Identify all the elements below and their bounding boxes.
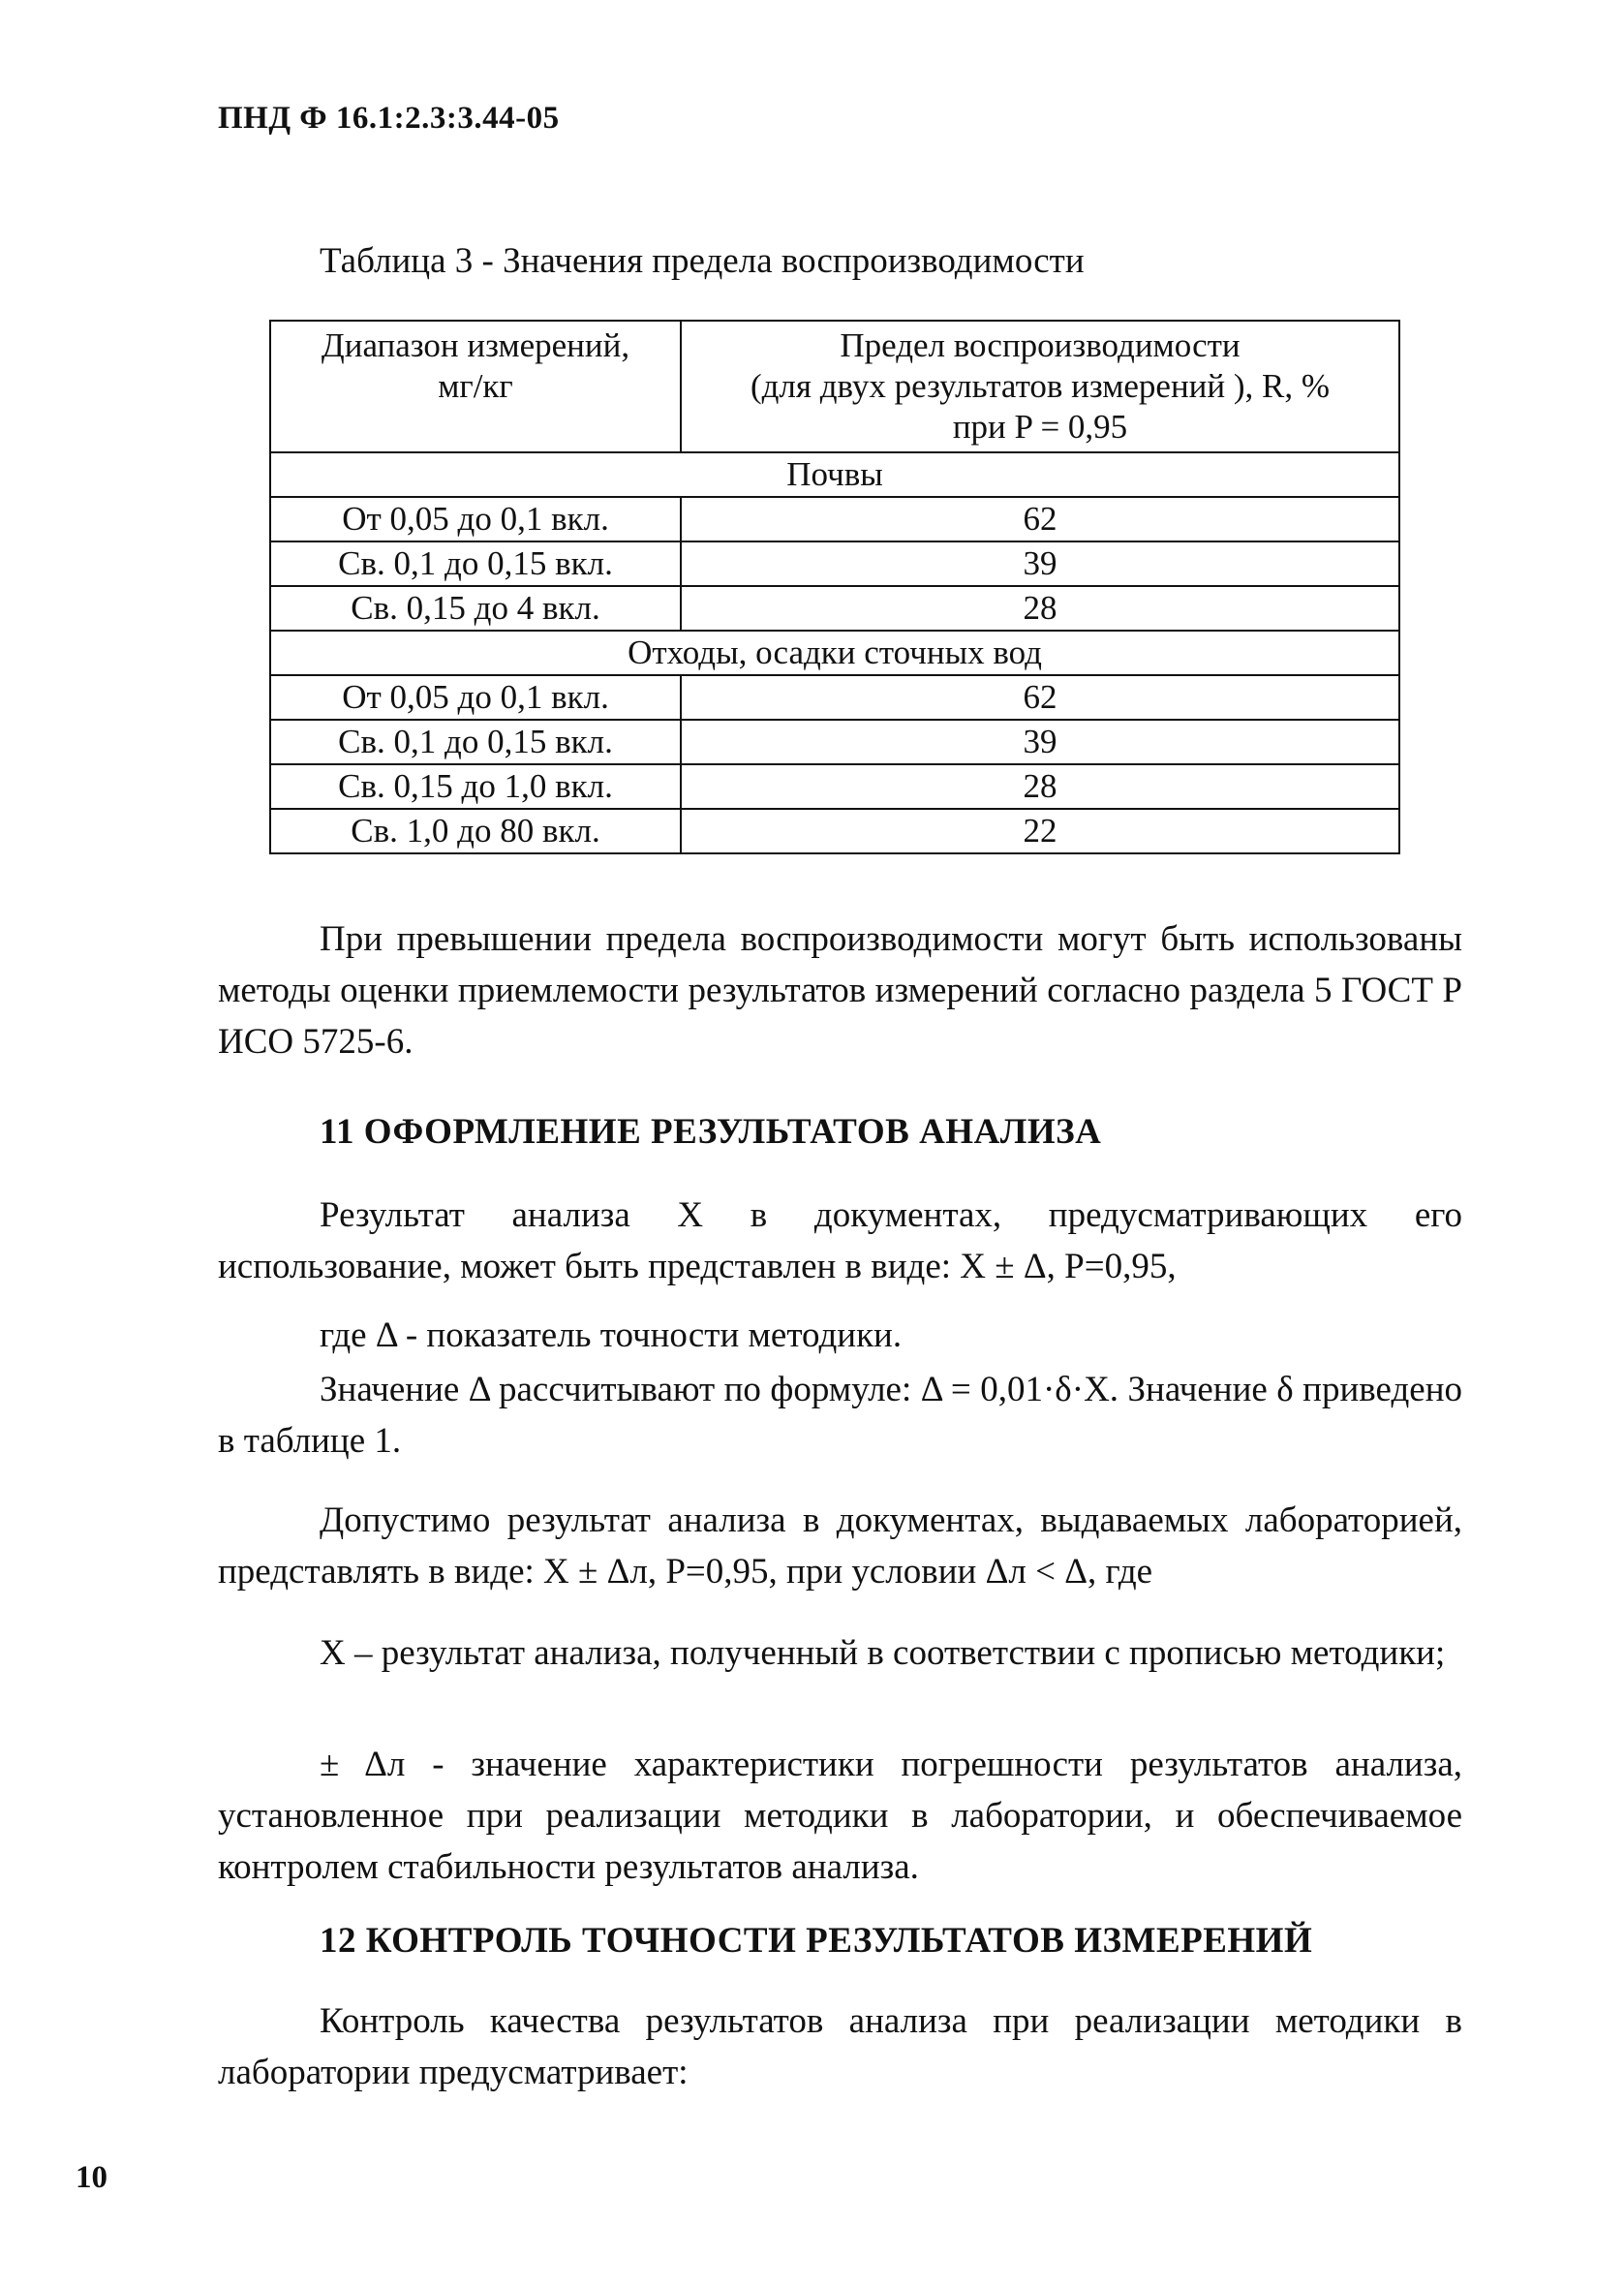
value-cell: 62	[681, 675, 1399, 720]
group-title-waste: Отходы, осадки сточных вод	[270, 631, 1399, 675]
range-cell: Св. 0,1 до 0,15 вкл.	[270, 720, 681, 764]
section-11-paragraph-4	[218, 1495, 1462, 1597]
document-code: ПНД Ф 16.1:2.3:3.44-05	[218, 101, 560, 136]
table-row	[270, 497, 1399, 541]
col-limit-header-line1: Предел воспроизводимости	[840, 326, 1241, 364]
reproducibility-paragraph	[218, 913, 1462, 1067]
range-cell: Св. 0,15 до 1,0 вкл.	[270, 764, 681, 809]
value-cell: 22	[681, 809, 1399, 853]
table-row	[270, 720, 1399, 764]
group-row	[270, 452, 1399, 497]
col-limit-header-line3: при P = 0,95	[952, 408, 1128, 446]
section-11-text-4: Допустимо результат анализа в документах, выдаваемых лабораторией, представлять в виде: X ± Δл, P=0,95, при условии Δл < Δ, где	[218, 1500, 1462, 1592]
section-11-paragraph-5	[218, 1627, 1462, 1679]
value-cell: 62	[681, 497, 1399, 541]
table-row	[270, 541, 1399, 586]
col-limit-header-line2: (для двух результатов измерений ), R, %	[750, 367, 1331, 405]
value-cell: 39	[681, 720, 1399, 764]
value-cell: 39	[681, 541, 1399, 586]
table-row	[270, 675, 1399, 720]
range-cell: Св. 0,15 до 4 вкл.	[270, 586, 681, 631]
table-row	[270, 809, 1399, 853]
section-11-paragraph-1	[218, 1190, 1462, 1292]
section-11-paragraph-6	[218, 1739, 1462, 1893]
section-12-text-1: Контроль качества результатов анализа при реализации методики в лаборатории предусматривает:	[218, 2001, 1462, 2092]
section-11-text-6: ± Δл - значение характеристики погрешности результатов анализа, установленное при реализации методики в лаборатории, и обеспечиваемое контролем стабильности результатов анализа.	[218, 1745, 1462, 1887]
section-12-paragraph-1	[218, 1995, 1462, 2098]
section-11-paragraph-2	[218, 1310, 1462, 1361]
group-row	[270, 631, 1399, 675]
col-range-header-line2: мг/кг	[438, 367, 513, 405]
table-caption: Таблица 3 - Значения предела воспроизводимости	[320, 241, 1085, 281]
col-limit-header	[681, 321, 1399, 452]
section-11-text-5: X – результат анализа, полученный в соответствии с прописью методики;	[320, 1633, 1446, 1673]
range-cell: От 0,05 до 0,1 вкл.	[270, 497, 681, 541]
value-cell: 28	[681, 586, 1399, 631]
section-11-paragraph-3	[218, 1364, 1462, 1467]
section-11-heading: 11 ОФОРМЛЕНИЕ РЕЗУЛЬТАТОВ АНАЛИЗА	[320, 1112, 1102, 1152]
range-cell: Св. 1,0 до 80 вкл.	[270, 809, 681, 853]
table-header-row	[270, 321, 1399, 452]
section-12-heading: 12 КОНТРОЛЬ ТОЧНОСТИ РЕЗУЛЬТАТОВ ИЗМЕРЕНИЙ	[320, 1921, 1313, 1961]
reproducibility-text: При превышении предела воспроизводимости могут быть использованы методы оценки приемлемости результатов измерений согласно раздела 5 ГОСТ Р ИСО 5725-6.	[218, 919, 1462, 1062]
col-range-header	[270, 321, 681, 452]
col-range-header-line1: Диапазон измерений,	[321, 326, 630, 364]
group-title-soils: Почвы	[270, 452, 1399, 497]
value-cell: 28	[681, 764, 1399, 809]
range-cell: Св. 0,1 до 0,15 вкл.	[270, 541, 681, 586]
table-row	[270, 586, 1399, 631]
section-11-text-3: Значение Δ рассчитывают по формуле: Δ = 0,01·δ·X. Значение δ приведено в таблице 1.	[218, 1370, 1462, 1461]
table-row	[270, 764, 1399, 809]
section-11-text-1: Результат анализа X в документах, предусматривающих его использование, может быть представлен в виде: X ± Δ, P=0,95,	[218, 1195, 1462, 1286]
reproducibility-table	[269, 320, 1400, 854]
section-11-text-2: где Δ - показатель точности методики.	[320, 1315, 903, 1355]
page-number: 10	[76, 2160, 107, 2195]
range-cell: От 0,05 до 0,1 вкл.	[270, 675, 681, 720]
